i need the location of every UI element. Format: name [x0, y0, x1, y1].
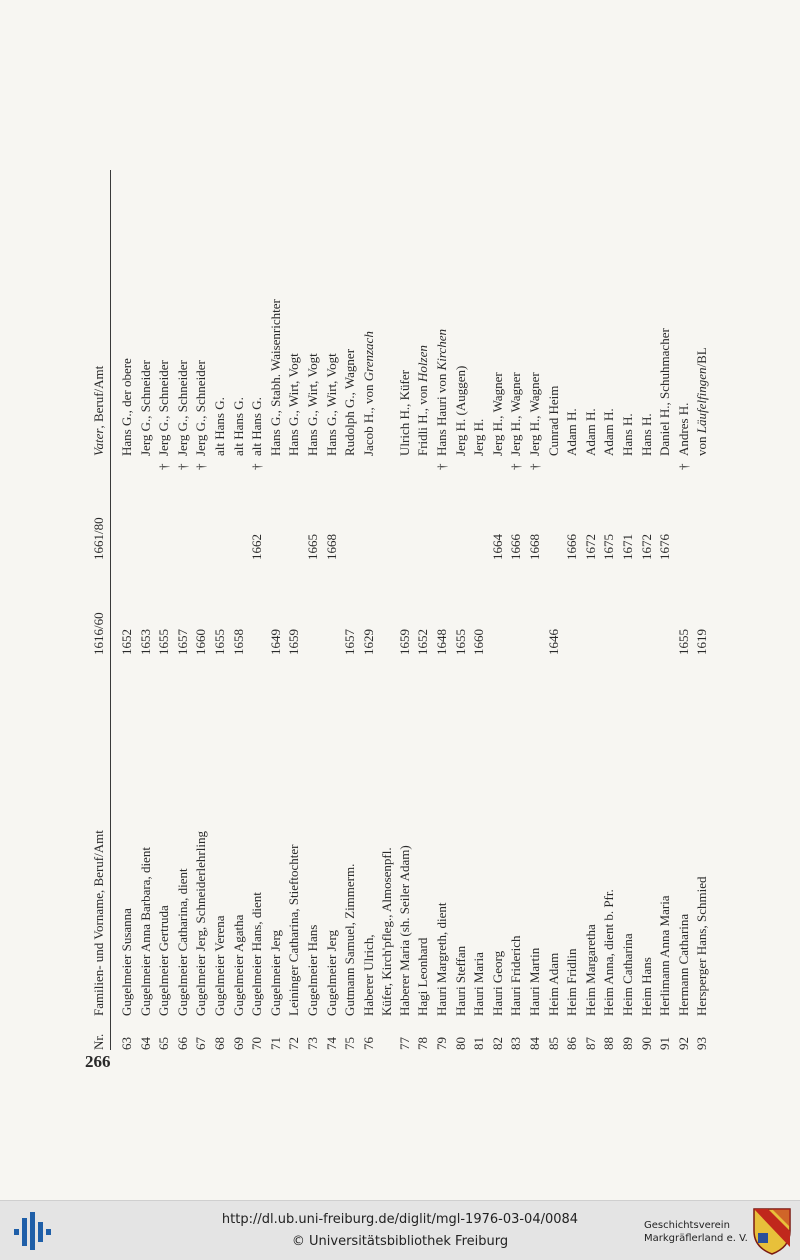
row-name-line: Gugelmeier Jerg: [323, 929, 339, 1016]
row-year-1616-60: 1660: [471, 629, 487, 655]
header-1661-80: 1661/80: [91, 517, 106, 560]
table-row: [563, 150, 581, 1050]
table-row: [155, 150, 173, 1050]
row-father-text: Hans G., Wirt, Vogt: [305, 353, 320, 456]
row-year-1616-60: 1659: [286, 629, 302, 655]
dagger-mark: †: [156, 463, 172, 470]
row-number: 89: [620, 1037, 635, 1050]
row-name-line: Hermann Catharina: [675, 913, 691, 1016]
row-name-line: Hersperger Hans, Schmied: [694, 876, 710, 1016]
row-name: [267, 716, 285, 1016]
row-father: [137, 156, 155, 456]
dagger-mark: †: [174, 463, 190, 470]
row-name: [545, 716, 563, 1016]
dagger-mark: †: [249, 463, 265, 470]
row-name-line: Leininger Catharina, Stieftochter: [286, 844, 302, 1016]
row-father: [118, 156, 136, 456]
row-father-text: Fridli H., von: [415, 381, 431, 456]
row-number: 84: [527, 1037, 542, 1050]
row-number: 68: [212, 1037, 227, 1050]
row-name: [341, 716, 359, 1016]
row-father-text: Jacob H., von: [360, 381, 376, 456]
row-father: [489, 156, 507, 456]
row-name-line: Hauri Friderich: [508, 935, 524, 1016]
row-father: [323, 156, 341, 456]
row-name: [304, 716, 322, 1016]
row-number: 69: [230, 1037, 246, 1050]
table-row: [137, 150, 155, 1050]
row-father-text: Hans Hauri von: [434, 370, 449, 456]
row-father-suffix: /BL: [694, 347, 710, 368]
row-father: [507, 156, 525, 456]
row-name: [396, 716, 414, 1016]
row-name: [675, 716, 693, 1016]
row-name-line: Heim Fridlin: [564, 948, 580, 1016]
table-row: [507, 150, 525, 1050]
row-father-text: Jerg H., Wagner: [508, 372, 524, 456]
row-father-text: Jerg G., Schneider: [137, 360, 153, 456]
row-year-1616-60: 1629: [360, 629, 376, 655]
row-name-line: Hauri Steffan: [452, 945, 468, 1016]
row-name: [693, 716, 711, 1016]
row-year-1661-80: 1662: [249, 534, 265, 560]
row-year-1616-60: 1657: [342, 629, 358, 655]
header-1616-60: 1616/60: [91, 612, 106, 655]
row-name: [433, 716, 451, 1016]
row-name-line: Gugelmeier Jerg: [267, 929, 283, 1016]
row-name: [452, 716, 470, 1016]
row-name: [638, 716, 656, 1016]
row-name: [600, 716, 618, 1016]
row-name-line: Hagi Leonhard: [415, 937, 431, 1016]
row-father: [470, 156, 488, 456]
row-number: 70: [249, 1037, 265, 1050]
table-row: [341, 150, 359, 1050]
row-name-line: Gugelmeier Jerg, Schneiderlehrling: [193, 831, 209, 1016]
row-number: 78: [415, 1037, 431, 1050]
row-father-text: Jerg H., Wagner: [489, 372, 505, 456]
row-name-line: Gugelmeier Hans: [305, 924, 320, 1016]
row-father-text: Hans G., der obere: [119, 358, 134, 456]
row-father: [656, 156, 674, 456]
row-father: [211, 156, 229, 456]
table-row: [489, 150, 507, 1050]
row-father: [563, 156, 581, 456]
row-number: 75: [342, 1037, 358, 1050]
row-father-text: alt Hans G.: [249, 397, 265, 456]
society-line-2: Markgräflerland e. V.: [644, 1233, 748, 1244]
row-number: 80: [452, 1037, 468, 1050]
row-number: 82: [489, 1037, 505, 1050]
source-url[interactable]: http://dl.ub.uni-freiburg.de/diglit/mgl-1976-03-04/0084: [221, 1212, 579, 1227]
copyright-notice: © Universitätsbibliothek Freiburg: [291, 1234, 509, 1249]
table-row: [656, 150, 674, 1050]
row-name-line: Heim Catharina: [620, 933, 635, 1016]
row-name: [360, 716, 396, 1016]
row-year-1661-80: 1676: [657, 534, 673, 560]
row-father: [174, 156, 192, 456]
row-father-text: Rudolph G., Wagner: [342, 348, 358, 456]
row-number: 85: [545, 1037, 561, 1050]
row-father-text: Hans G., Stabh. Waisenrichter: [267, 299, 283, 456]
row-number: 81: [471, 1037, 487, 1050]
row-number: 66: [174, 1037, 190, 1050]
row-father: [675, 156, 693, 456]
row-father: [545, 156, 563, 456]
row-year-1616-60: 1659: [396, 629, 412, 655]
row-year-1661-80: 1671: [620, 534, 635, 560]
row-year-1616-60: 1655: [156, 629, 172, 655]
table-row: [267, 150, 285, 1050]
row-number: 87: [582, 1037, 598, 1050]
table-row: [619, 150, 637, 1050]
row-father: [582, 156, 600, 456]
row-year-1661-80: 1666: [508, 534, 524, 560]
header-name: Familien- und Vorname, Beruf/Amt: [91, 830, 106, 1016]
row-number: 67: [193, 1037, 209, 1050]
dagger-mark: †: [434, 463, 449, 470]
row-year-1661-80: 1672: [582, 534, 598, 560]
row-father-text: Adam H.: [564, 408, 580, 456]
row-name-line: Gugelmeier Gertruda: [156, 905, 172, 1016]
genealogy-table: [88, 150, 708, 1050]
row-father: [155, 156, 173, 456]
header-rule: [110, 170, 111, 1050]
row-father-text: Jerg H., Wagner: [527, 372, 542, 456]
row-year-1616-60: 1658: [230, 629, 246, 655]
table-row: [526, 150, 544, 1050]
row-number: 71: [267, 1037, 283, 1050]
row-name: [323, 716, 341, 1016]
row-name: [211, 716, 229, 1016]
society-line-1: Geschichtsverein: [644, 1220, 730, 1231]
row-year-1616-60: 1652: [119, 629, 134, 655]
row-number: 91: [657, 1037, 673, 1050]
row-name: [414, 716, 432, 1016]
row-father-text: Jerg G., Schneider: [156, 360, 172, 456]
table-row: [433, 150, 451, 1050]
row-name-line: Hauri Maria: [471, 952, 487, 1016]
row-number: 63: [119, 1037, 134, 1050]
row-name-line: Heim Anna, dient b. Pfr.: [601, 889, 617, 1016]
row-name-line: Haberer Maria (sh. Seiler Adam): [396, 845, 412, 1016]
table-row: [118, 150, 136, 1050]
table-row: [174, 150, 192, 1050]
row-name-line-2: Küfer, Kirch'pfleg., Almosenpfl.: [378, 847, 394, 1016]
row-father: [360, 156, 378, 456]
row-name: [619, 716, 637, 1016]
row-year-1616-60: 1619: [694, 629, 710, 655]
row-father-place: Läufelfingen: [694, 367, 710, 434]
row-year-1616-60: 1660: [193, 629, 209, 655]
row-father-text: Hans G., Wirt, Vogt: [323, 353, 339, 456]
row-father-text: Jerg H.: [471, 418, 487, 456]
row-number: 88: [601, 1037, 617, 1050]
row-name-line: Gugelmeier Susanna: [119, 908, 134, 1016]
row-year-1616-60: 1655: [212, 629, 227, 655]
table-row: [285, 150, 303, 1050]
row-father-text: Daniel H., Schuhmacher: [657, 328, 673, 456]
row-year-1661-80: 1668: [527, 534, 542, 560]
row-year-1616-60: 1652: [415, 629, 431, 655]
dagger-mark: †: [527, 463, 542, 470]
row-father: [433, 156, 451, 456]
row-name-line: Gugelmeier Hans, dient: [249, 892, 265, 1016]
row-father: [192, 156, 210, 456]
row-father: [619, 156, 637, 456]
row-number: 74: [323, 1037, 339, 1050]
row-name: [582, 716, 600, 1016]
row-name-line: Hauri Martin: [527, 947, 542, 1016]
row-name-line: Gugelmeier Catharina, dient: [174, 868, 190, 1016]
table-row: [600, 150, 618, 1050]
table-row: [211, 150, 229, 1050]
coat-of-arms-icon: [752, 1207, 792, 1255]
row-number: 64: [137, 1037, 153, 1050]
row-father: [526, 156, 544, 456]
dagger-mark: †: [508, 463, 524, 470]
row-year-1661-80: 1668: [323, 534, 339, 560]
row-name: [155, 716, 173, 1016]
row-year-1616-60: 1655: [452, 629, 468, 655]
row-father-text: Hans G., Wirt, Vogt: [286, 353, 302, 456]
row-number: 73: [305, 1037, 320, 1050]
row-name-line: Heim Margaretha: [582, 924, 598, 1016]
row-name: [526, 716, 544, 1016]
row-father: [638, 156, 656, 456]
row-number: 90: [638, 1037, 654, 1050]
row-number: 76: [360, 1037, 376, 1050]
row-father: [396, 156, 414, 456]
table-row: [360, 150, 396, 1050]
row-father-text: Hans H.: [620, 413, 635, 456]
row-father-text: Adam H.: [601, 408, 617, 456]
row-father-text: alt Hans G.: [230, 397, 246, 456]
row-name-line: Hauri Margreth, dient: [434, 902, 449, 1016]
row-father: [248, 156, 266, 456]
row-name-line: Gugelmeier Verena: [212, 915, 227, 1016]
row-year-1661-80: 1675: [601, 534, 617, 560]
header-nr: Nr.: [91, 1033, 106, 1050]
row-father: [452, 156, 470, 456]
row-father: [600, 156, 618, 456]
row-father-text: alt Hans G.: [212, 397, 227, 456]
row-father-text: Andres H.: [675, 402, 691, 456]
row-name-line: Gutmann Samuel, Zimmerm.: [342, 863, 358, 1016]
row-father-text: Ulrich H., Küfer: [396, 370, 412, 456]
row-father: [230, 156, 248, 456]
table-row: [304, 150, 322, 1050]
row-father-text: Jerg G., Schneider: [193, 360, 209, 456]
society-name: [644, 1219, 748, 1245]
row-father-text: Hans H.: [638, 413, 654, 456]
row-year-1616-60: 1657: [174, 629, 190, 655]
row-name: [230, 716, 248, 1016]
row-father-text: Jerg G., Schneider: [174, 360, 190, 456]
row-number: 83: [508, 1037, 524, 1050]
row-name-line: Herlimann Anna Maria: [657, 895, 673, 1016]
row-father: [285, 156, 303, 456]
row-year-1616-60: 1649: [267, 629, 283, 655]
row-year-1616-60: 1648: [434, 629, 449, 655]
row-number: 92: [675, 1037, 691, 1050]
row-father: [693, 156, 711, 456]
row-father-place: Grenzach: [360, 331, 376, 382]
row-number: 93: [694, 1037, 710, 1050]
row-father-place: Holzen: [415, 345, 431, 382]
table-row: [414, 150, 432, 1050]
row-year-1616-60: 1655: [675, 629, 691, 655]
table-row: [545, 150, 563, 1050]
row-name-line: Hauri Georg: [489, 950, 505, 1016]
table-row: [323, 150, 341, 1050]
row-father: [304, 156, 322, 456]
table-row: [638, 150, 656, 1050]
row-year-1661-80: 1672: [638, 534, 654, 560]
row-name: [192, 716, 210, 1016]
row-number: 77: [396, 1037, 412, 1050]
row-name-line: Heim Hans: [638, 957, 654, 1016]
row-father: [341, 156, 359, 456]
dagger-mark: †: [193, 463, 209, 470]
row-name: [470, 716, 488, 1016]
row-father: [414, 156, 432, 456]
row-name: [507, 716, 525, 1016]
row-name: [656, 716, 674, 1016]
header-vater: Vater, Beruf/Amt: [91, 365, 106, 456]
row-name-line: Gugelmeier Agatha: [230, 914, 246, 1016]
table-row: [582, 150, 600, 1050]
row-year-1661-80: 1664: [489, 534, 505, 560]
row-year-1661-80: 1665: [305, 534, 320, 560]
dagger-mark: †: [675, 463, 691, 470]
row-father: [267, 156, 285, 456]
row-name-line: Gugelmeier Anna Barbara, dient: [137, 847, 153, 1016]
table-row: [248, 150, 266, 1050]
row-father-place: Kirchen: [434, 329, 449, 371]
row-number: 65: [156, 1037, 172, 1050]
footer-bar: [0, 1200, 800, 1260]
row-year-1661-80: 1666: [564, 534, 580, 560]
row-name-line: Heim Adam: [545, 952, 561, 1016]
row-father-text: Cunrad Heim: [545, 385, 561, 456]
row-year-1616-60: 1653: [137, 629, 153, 655]
table-row: [192, 150, 210, 1050]
row-name: [489, 716, 507, 1016]
table-row: [675, 150, 693, 1050]
row-name: [118, 716, 136, 1016]
row-name: [174, 716, 192, 1016]
row-father-text: Adam H.: [582, 408, 598, 456]
row-name-line: Haberer Ulrich,: [360, 934, 376, 1016]
row-name: [137, 716, 155, 1016]
table-row: [452, 150, 470, 1050]
page-number: 266: [85, 1052, 111, 1071]
table-row: [230, 150, 248, 1050]
table-row: [693, 150, 711, 1050]
row-number: 79: [434, 1037, 449, 1050]
table-row: [396, 150, 414, 1050]
row-name: [248, 716, 266, 1016]
row-year-1616-60: 1646: [545, 629, 561, 655]
row-name: [563, 716, 581, 1016]
row-number: 72: [286, 1037, 302, 1050]
row-number: 86: [564, 1037, 580, 1050]
row-father-text: Jerg H. (Auggen): [452, 365, 468, 456]
table-row: [470, 150, 488, 1050]
row-name: [285, 716, 303, 1016]
row-father-text: von: [694, 433, 710, 456]
